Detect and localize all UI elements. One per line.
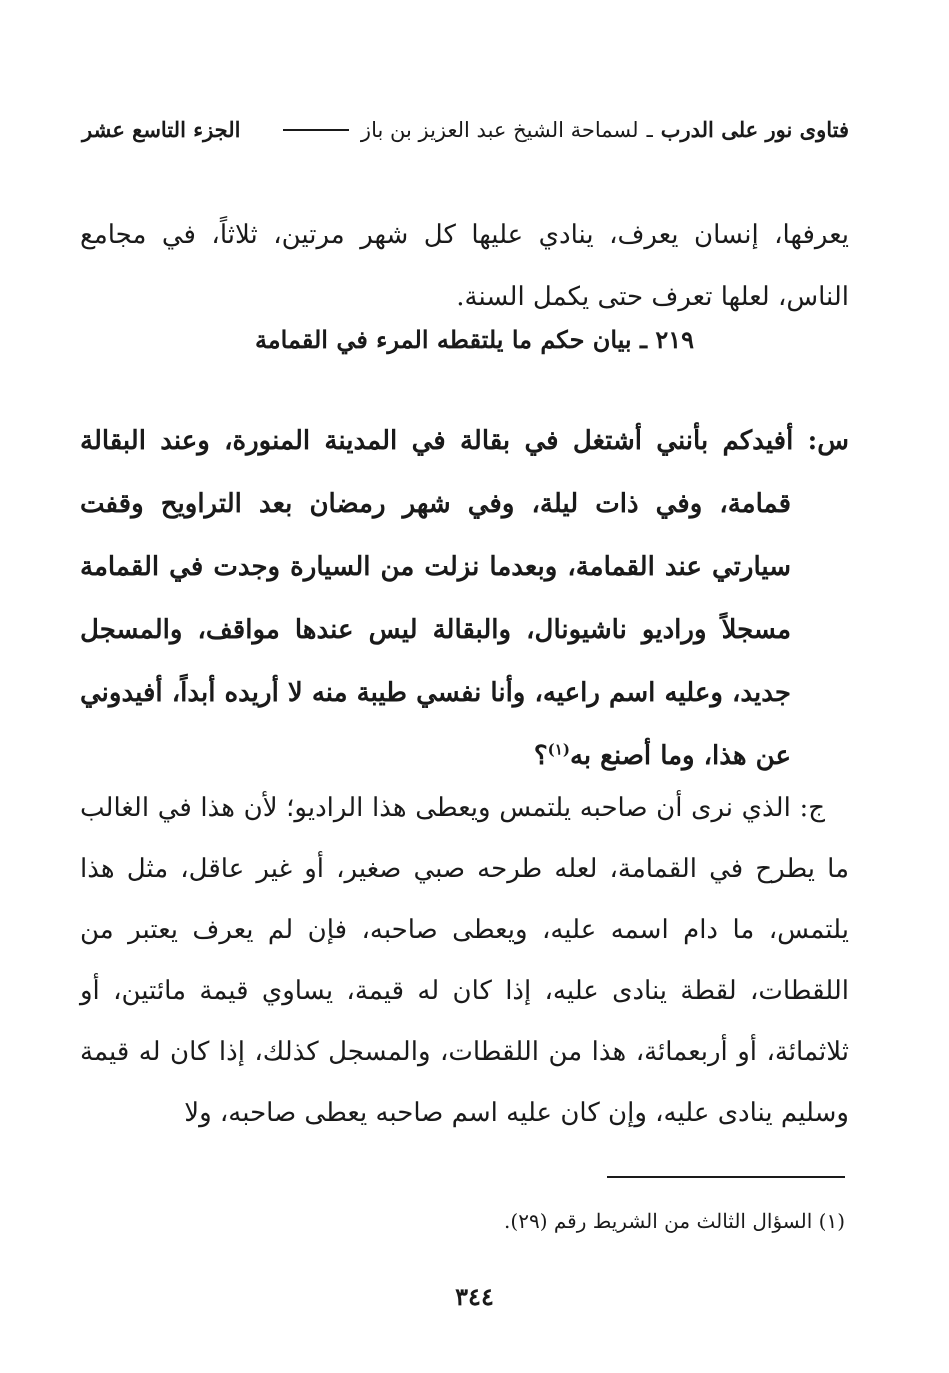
section-number: ٢١٩ <box>655 325 695 354</box>
footnote-marker: (١) <box>818 1209 845 1233</box>
question-text: أفيدكم بأنني أشتغل في بقالة في المدينة المنورة، وعند البقالة قمامة، وفي ذات ليلة، وفي شهر رمضان بعد التراويح وقفت سيارتي عند القمامة، وبعدما نزلت من السيارة وجدت في القمامة مسجلاً وراديو ناشيونال، والبقالة ليس عندها مواقف، والمسجل جديد، وعليه اسم راعيه، وأنا نفسي طيبة منه لا أريده أبداً، أفيدوني عن هذا، وما أصنع به <box>80 426 794 771</box>
section-heading <box>100 318 849 362</box>
footnote-reference: (١) <box>547 740 570 759</box>
answer-text: الذي نرى أن صاحبه يلتمس ويعطى هذا الراديو؛ لأن هذا في الغالب ما يطرح في القمامة، لعله طرحه صبي صغير، أو غير عاقل، مثل هذا يلتمس، ما دام اسمه عليه، ويعطى صاحبه، فإن لم يعرف يعتبر من اللقطات، لقطة ينادى عليه، إذا كان له قيمة، يساوي قيمة مائتين، أو ثلاثمائة، أو أربعمائة، هذا من اللقطات، والمسجل كذلك، إذا كان له قيمة وسليم ينادى عليه، وإن كان عليه اسم صاحبه يعطى صاحبه، ولا <box>80 793 849 1128</box>
footnote <box>100 1203 845 1239</box>
continuation-paragraph: يعرفها، إنسان يعرف، ينادي عليها كل شهر مرتين، ثلاثاً، في مجامع الناس، لعلها تعرف حتى يكمل السنة. <box>80 220 849 312</box>
question-prefix: س: <box>807 426 849 456</box>
section-title: بيان حكم ما يلتقطه المرء في القمامة <box>254 325 632 354</box>
answer-prefix: ج: <box>799 793 826 823</box>
footnote-separator <box>607 1176 845 1178</box>
question-end-mark: ؟ <box>533 741 548 771</box>
running-header <box>82 112 849 148</box>
author-credit: لسماحة الشيخ عبد العزيز بن باز <box>360 118 639 142</box>
volume-label: الجزء التاسع عشر <box>82 117 241 142</box>
header-rule <box>283 129 349 131</box>
header-dash: ـ <box>646 118 653 142</box>
page-number: ٣٤٤ <box>455 1282 494 1311</box>
section-dash: ـ <box>631 325 648 354</box>
footnote-text: السؤال الثالث من الشريط رقم (٢٩). <box>504 1209 813 1233</box>
book-title: فتاوى نور على الدرب <box>660 117 849 142</box>
question-paragraph <box>80 410 849 788</box>
answer-paragraph <box>80 778 849 1144</box>
